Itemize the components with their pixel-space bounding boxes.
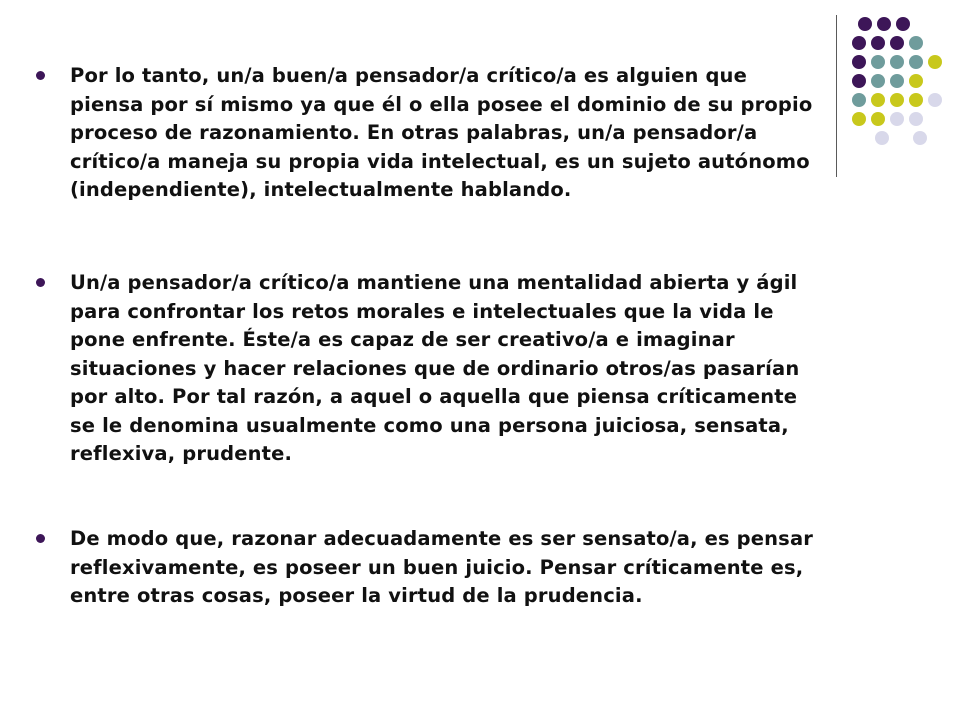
decoration-dot-teal [890, 55, 904, 69]
decoration-dot-yellow [928, 55, 942, 69]
decoration-dot-purple [858, 17, 872, 31]
decoration-dot-purple [871, 36, 885, 50]
decoration-dot-lavender [909, 112, 923, 126]
decoration-dot-teal [871, 74, 885, 88]
bullet-item [36, 269, 826, 469]
bullet-dot-icon [36, 278, 45, 287]
decoration-dot-purple [852, 36, 866, 50]
decoration-dot-teal [909, 55, 923, 69]
decoration-dot-purple [852, 74, 866, 88]
decoration-dot-lavender [928, 93, 942, 107]
decoration-dot-purple [896, 17, 910, 31]
decoration-dot-lavender [875, 131, 889, 145]
decoration-dot-purple [890, 36, 904, 50]
decoration-divider [836, 15, 837, 177]
bullet-dot-icon [36, 71, 45, 80]
decoration-dot-teal [871, 55, 885, 69]
decoration-dot-teal [852, 93, 866, 107]
decoration-dot-lavender [890, 112, 904, 126]
decoration-dot-lavender [913, 131, 927, 145]
decoration-dot-yellow [909, 74, 923, 88]
decoration-dot-yellow [871, 112, 885, 126]
decoration-dot-yellow [871, 93, 885, 107]
bullet-text: Un/a pensador/a crítico/a mantiene una mentalidad abierta y ágil para confrontar los retos morales e intelectuales que la vida le pone enfrente. Éste/a es capaz de ser creativo/a e imaginar situaciones y hacer relaciones que de ordinario otros/as pasarían por alto. Por tal razón, a aquel o aquella que piensa críticamente se le denomina usualmente como una persona juiciosa, sensata, reflexiva, prudente. [70, 271, 800, 465]
decoration-dot-yellow [852, 112, 866, 126]
decoration-dot-teal [890, 74, 904, 88]
dot-grid-decoration-icon [835, 15, 945, 185]
decoration-dot-purple [877, 17, 891, 31]
decoration-dot-teal [909, 36, 923, 50]
bullet-item [36, 62, 826, 205]
decoration-dot-yellow [890, 93, 904, 107]
decoration-dot-purple [852, 55, 866, 69]
bullet-text: Por lo tanto, un/a buen/a pensador/a crítico/a es alguien que piensa por sí mismo ya que él o ella posee el dominio de su propio proceso de razonamiento. En otras palabras, un/a pensador/a crítico/a maneja su propia vida intelectual, es un sujeto autónomo (independiente), intelectualmente hablando. [70, 64, 813, 201]
decoration-dot-yellow [909, 93, 923, 107]
bullet-dot-icon [36, 534, 45, 543]
bullet-item [36, 525, 826, 611]
bullet-text: De modo que, razonar adecuadamente es ser sensato/a, es pensar reflexivamente, es poseer un buen juicio. Pensar críticamente es, entre otras cosas, poseer la virtud de la prudencia. [70, 527, 814, 607]
